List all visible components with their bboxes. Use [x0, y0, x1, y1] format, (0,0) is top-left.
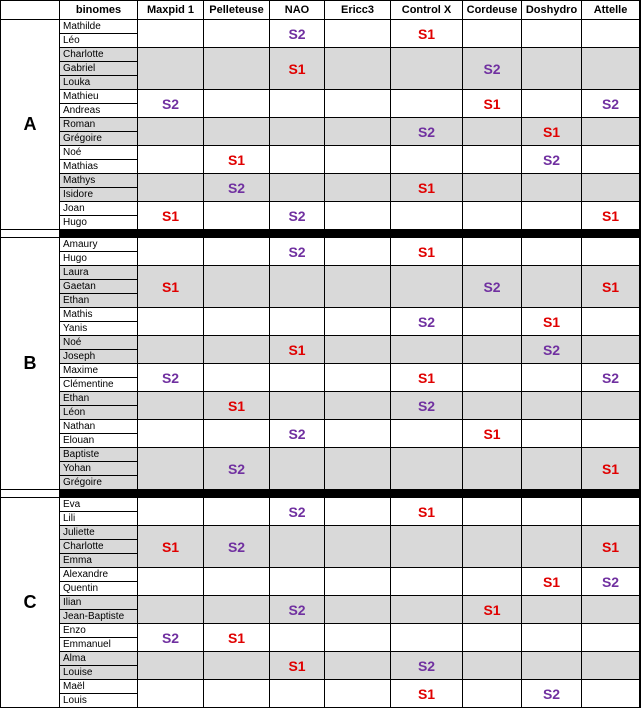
session-cell — [391, 526, 463, 568]
session-cell — [204, 596, 270, 624]
student-name: Isidore — [60, 188, 138, 202]
session-2-mark: S2 — [227, 460, 246, 477]
session-cell — [204, 90, 270, 118]
session-cell — [522, 118, 582, 146]
student-name: Maxime — [60, 364, 138, 378]
session-cell — [138, 448, 204, 490]
session-cell — [138, 498, 204, 526]
session-cell — [204, 392, 270, 420]
session-cell — [325, 202, 391, 230]
session-1-mark: S1 — [601, 460, 620, 477]
session-cell — [463, 48, 522, 90]
session-cell — [204, 202, 270, 230]
session-cell — [270, 680, 325, 708]
session-cell — [463, 652, 522, 680]
session-cell — [463, 146, 522, 174]
session-cell — [325, 448, 391, 490]
session-1-mark: S1 — [601, 207, 620, 224]
group-separator — [60, 490, 640, 498]
session-cell — [582, 624, 640, 652]
session-cell — [522, 266, 582, 308]
session-cell — [463, 90, 522, 118]
student-name: Joseph — [60, 350, 138, 364]
session-1-mark: S1 — [161, 538, 180, 555]
session-cell — [582, 364, 640, 392]
student-name: Hugo — [60, 216, 138, 230]
student-name: Baptiste — [60, 448, 138, 462]
session-cell — [391, 48, 463, 90]
student-name: Enzo — [60, 624, 138, 638]
session-2-mark: S2 — [417, 657, 436, 674]
session-cell — [522, 392, 582, 420]
student-name: Alma — [60, 652, 138, 666]
header-maxpid-1: Maxpid 1 — [138, 0, 204, 20]
student-name: Laura — [60, 266, 138, 280]
session-cell — [204, 526, 270, 568]
student-name: Noé — [60, 146, 138, 160]
student-name: Ethan — [60, 392, 138, 406]
session-cell — [582, 266, 640, 308]
student-name: Charlotte — [60, 540, 138, 554]
session-cell — [138, 364, 204, 392]
group-label: B — [0, 238, 60, 490]
session-cell — [522, 568, 582, 596]
session-2-mark: S2 — [288, 425, 306, 442]
session-cell — [463, 202, 522, 230]
student-name: Louka — [60, 76, 138, 90]
session-cell — [270, 420, 325, 448]
session-cell — [391, 118, 463, 146]
session-cell — [325, 238, 391, 266]
student-name: Emma — [60, 554, 138, 568]
session-cell — [270, 308, 325, 336]
header-binomes: binomes — [60, 0, 138, 20]
session-cell — [522, 202, 582, 230]
session-cell — [522, 680, 582, 708]
session-1-mark: S1 — [601, 538, 620, 555]
session-cell — [204, 238, 270, 266]
session-cell — [325, 364, 391, 392]
session-cell — [391, 364, 463, 392]
session-cell — [582, 596, 640, 624]
header-cordeuse: Cordeuse — [463, 0, 522, 20]
session-cell — [582, 336, 640, 364]
session-cell — [582, 48, 640, 90]
session-cell — [522, 596, 582, 624]
session-cell — [391, 146, 463, 174]
session-cell — [204, 146, 270, 174]
session-cell — [204, 680, 270, 708]
group-separator — [60, 230, 640, 238]
session-cell — [270, 118, 325, 146]
session-1-mark: S1 — [417, 369, 436, 386]
session-cell — [325, 90, 391, 118]
session-cell — [522, 364, 582, 392]
session-cell — [325, 266, 391, 308]
student-name: Jean-Baptiste — [60, 610, 138, 624]
group-separator-gap — [0, 230, 60, 238]
session-1-mark: S1 — [483, 601, 501, 618]
session-cell — [325, 652, 391, 680]
session-cell — [270, 90, 325, 118]
group-label: C — [0, 498, 60, 708]
session-cell — [582, 568, 640, 596]
session-2-mark: S2 — [288, 601, 306, 618]
session-cell — [463, 118, 522, 146]
session-cell — [463, 392, 522, 420]
session-2-mark: S2 — [601, 95, 620, 112]
session-2-mark: S2 — [483, 278, 501, 295]
student-name: Grégoire — [60, 132, 138, 146]
session-1-mark: S1 — [417, 25, 436, 42]
session-2-mark: S2 — [542, 341, 561, 358]
session-cell — [138, 392, 204, 420]
header-nao: NAO — [270, 0, 325, 20]
session-cell — [463, 238, 522, 266]
student-name: Ethan — [60, 294, 138, 308]
student-name: Mathis — [60, 308, 138, 322]
session-cell — [325, 20, 391, 48]
session-cell — [391, 568, 463, 596]
session-cell — [325, 420, 391, 448]
session-cell — [138, 652, 204, 680]
session-cell — [463, 596, 522, 624]
session-cell — [270, 202, 325, 230]
session-cell — [270, 624, 325, 652]
session-cell — [463, 308, 522, 336]
student-name: Mathys — [60, 174, 138, 188]
session-2-mark: S2 — [227, 538, 246, 555]
session-cell — [463, 680, 522, 708]
student-name: Mathias — [60, 160, 138, 174]
session-2-mark: S2 — [417, 313, 436, 330]
session-2-mark: S2 — [227, 179, 246, 196]
session-cell — [522, 48, 582, 90]
session-cell — [391, 238, 463, 266]
session-2-mark: S2 — [601, 369, 620, 386]
session-cell — [463, 498, 522, 526]
session-cell — [138, 526, 204, 568]
session-1-mark: S1 — [601, 278, 620, 295]
session-2-mark: S2 — [483, 60, 501, 77]
session-cell — [463, 266, 522, 308]
session-cell — [522, 90, 582, 118]
session-cell — [582, 420, 640, 448]
student-name: Léo — [60, 34, 138, 48]
session-cell — [463, 420, 522, 448]
session-2-mark: S2 — [417, 397, 436, 414]
session-cell — [204, 336, 270, 364]
group-separator-gap — [0, 490, 60, 498]
session-cell — [138, 420, 204, 448]
session-cell — [270, 568, 325, 596]
student-name: Maël — [60, 680, 138, 694]
header-control-x: Control X — [391, 0, 463, 20]
session-cell — [270, 392, 325, 420]
student-name: Elouan — [60, 434, 138, 448]
student-name: Amaury — [60, 238, 138, 252]
session-cell — [582, 202, 640, 230]
session-cell — [325, 498, 391, 526]
session-1-mark: S1 — [542, 313, 561, 330]
session-1-mark: S1 — [483, 425, 501, 442]
student-name: Nathan — [60, 420, 138, 434]
session-2-mark: S2 — [542, 685, 561, 702]
student-name: Charlotte — [60, 48, 138, 62]
session-cell — [522, 174, 582, 202]
session-cell — [391, 174, 463, 202]
session-cell — [522, 526, 582, 568]
session-cell — [582, 448, 640, 490]
session-cell — [325, 146, 391, 174]
session-cell — [391, 90, 463, 118]
session-1-mark: S1 — [227, 629, 246, 646]
session-cell — [463, 364, 522, 392]
session-cell — [138, 174, 204, 202]
session-cell — [204, 118, 270, 146]
session-cell — [582, 20, 640, 48]
session-cell — [138, 308, 204, 336]
session-cell — [138, 238, 204, 266]
session-2-mark: S2 — [161, 369, 180, 386]
session-2-mark: S2 — [161, 95, 180, 112]
session-1-mark: S1 — [161, 278, 180, 295]
session-cell — [582, 392, 640, 420]
session-1-mark: S1 — [417, 503, 436, 520]
session-cell — [582, 146, 640, 174]
session-cell — [270, 364, 325, 392]
session-cell — [138, 596, 204, 624]
student-name: Ilian — [60, 596, 138, 610]
session-2-mark: S2 — [288, 207, 306, 224]
session-cell — [463, 624, 522, 652]
session-cell — [463, 336, 522, 364]
session-cell — [522, 308, 582, 336]
corner-cell — [0, 0, 60, 20]
session-cell — [325, 336, 391, 364]
session-cell — [582, 652, 640, 680]
student-name: Mathilde — [60, 20, 138, 34]
session-cell — [463, 568, 522, 596]
student-name: Andreas — [60, 104, 138, 118]
session-cell — [463, 20, 522, 48]
student-name: Yohan — [60, 462, 138, 476]
session-cell — [138, 118, 204, 146]
session-cell — [270, 48, 325, 90]
session-1-mark: S1 — [417, 179, 436, 196]
session-cell — [204, 364, 270, 392]
session-cell — [325, 526, 391, 568]
session-1-mark: S1 — [417, 243, 436, 260]
session-cell — [391, 20, 463, 48]
session-cell — [522, 146, 582, 174]
session-cell — [582, 526, 640, 568]
session-2-mark: S2 — [288, 503, 306, 520]
session-cell — [463, 526, 522, 568]
session-cell — [204, 266, 270, 308]
session-2-mark: S2 — [542, 151, 561, 168]
session-cell — [391, 652, 463, 680]
student-name: Mathieu — [60, 90, 138, 104]
student-name: Gaetan — [60, 280, 138, 294]
session-1-mark: S1 — [288, 60, 306, 77]
student-name: Clémentine — [60, 378, 138, 392]
session-cell — [138, 20, 204, 48]
session-cell — [138, 266, 204, 308]
group-label: A — [0, 20, 60, 230]
session-cell — [138, 90, 204, 118]
session-1-mark: S1 — [288, 341, 306, 358]
session-1-mark: S1 — [542, 573, 561, 590]
session-cell — [270, 526, 325, 568]
session-cell — [270, 448, 325, 490]
session-cell — [391, 336, 463, 364]
session-cell — [522, 652, 582, 680]
session-2-mark: S2 — [601, 573, 620, 590]
session-cell — [522, 336, 582, 364]
student-name: Louis — [60, 694, 138, 708]
session-cell — [522, 624, 582, 652]
session-cell — [204, 448, 270, 490]
session-1-mark: S1 — [417, 685, 436, 702]
session-1-mark: S1 — [542, 123, 561, 140]
session-cell — [204, 308, 270, 336]
session-cell — [138, 568, 204, 596]
session-cell — [391, 596, 463, 624]
session-1-mark: S1 — [288, 657, 306, 674]
session-1-mark: S1 — [161, 207, 180, 224]
session-cell — [204, 568, 270, 596]
session-cell — [138, 48, 204, 90]
header-ericc3: Ericc3 — [325, 0, 391, 20]
student-name: Noé — [60, 336, 138, 350]
student-name: Louise — [60, 666, 138, 680]
session-cell — [138, 336, 204, 364]
student-name: Roman — [60, 118, 138, 132]
session-cell — [138, 680, 204, 708]
session-cell — [522, 448, 582, 490]
session-cell — [325, 48, 391, 90]
session-cell — [582, 118, 640, 146]
session-cell — [325, 174, 391, 202]
session-cell — [325, 568, 391, 596]
header-attelle: Attelle — [582, 0, 640, 20]
student-name: Joan — [60, 202, 138, 216]
session-cell — [463, 174, 522, 202]
session-cell — [325, 624, 391, 652]
session-cell — [204, 20, 270, 48]
session-cell — [582, 90, 640, 118]
session-cell — [391, 624, 463, 652]
session-cell — [270, 596, 325, 624]
session-cell — [138, 202, 204, 230]
session-cell — [204, 48, 270, 90]
session-2-mark: S2 — [417, 123, 436, 140]
session-cell — [138, 624, 204, 652]
student-name: Hugo — [60, 252, 138, 266]
student-name: Quentin — [60, 582, 138, 596]
session-cell — [325, 392, 391, 420]
session-cell — [463, 448, 522, 490]
session-cell — [391, 448, 463, 490]
session-1-mark: S1 — [227, 151, 246, 168]
session-cell — [391, 498, 463, 526]
student-name: Léon — [60, 406, 138, 420]
student-name: Grégoire — [60, 476, 138, 490]
session-cell — [204, 498, 270, 526]
session-cell — [204, 652, 270, 680]
session-cell — [582, 680, 640, 708]
session-cell — [582, 238, 640, 266]
session-cell — [582, 174, 640, 202]
session-cell — [270, 146, 325, 174]
session-cell — [391, 202, 463, 230]
session-cell — [204, 174, 270, 202]
session-cell — [138, 146, 204, 174]
session-1-mark: S1 — [483, 95, 501, 112]
session-cell — [325, 308, 391, 336]
session-cell — [325, 118, 391, 146]
session-cell — [325, 680, 391, 708]
student-name: Alexandre — [60, 568, 138, 582]
session-cell — [582, 498, 640, 526]
session-2-mark: S2 — [288, 25, 306, 42]
session-cell — [270, 20, 325, 48]
session-cell — [522, 238, 582, 266]
session-cell — [391, 308, 463, 336]
student-name: Gabriel — [60, 62, 138, 76]
session-cell — [270, 336, 325, 364]
session-cell — [522, 498, 582, 526]
student-name: Emmanuel — [60, 638, 138, 652]
student-name: Eva — [60, 498, 138, 512]
session-cell — [325, 596, 391, 624]
student-name: Juliette — [60, 526, 138, 540]
header-pelleteuse: Pelleteuse — [204, 0, 270, 20]
session-cell — [270, 652, 325, 680]
session-cell — [522, 20, 582, 48]
session-cell — [270, 174, 325, 202]
session-2-mark: S2 — [288, 243, 306, 260]
student-name: Lili — [60, 512, 138, 526]
session-cell — [270, 266, 325, 308]
session-cell — [391, 266, 463, 308]
session-cell — [522, 420, 582, 448]
session-cell — [270, 498, 325, 526]
header-doshydro: Doshydro — [522, 0, 582, 20]
session-cell — [391, 392, 463, 420]
session-cell — [391, 420, 463, 448]
session-cell — [391, 680, 463, 708]
session-cell — [270, 238, 325, 266]
student-name: Yanis — [60, 322, 138, 336]
session-cell — [582, 308, 640, 336]
session-cell — [204, 420, 270, 448]
session-cell — [204, 624, 270, 652]
session-1-mark: S1 — [227, 397, 246, 414]
session-2-mark: S2 — [161, 629, 180, 646]
